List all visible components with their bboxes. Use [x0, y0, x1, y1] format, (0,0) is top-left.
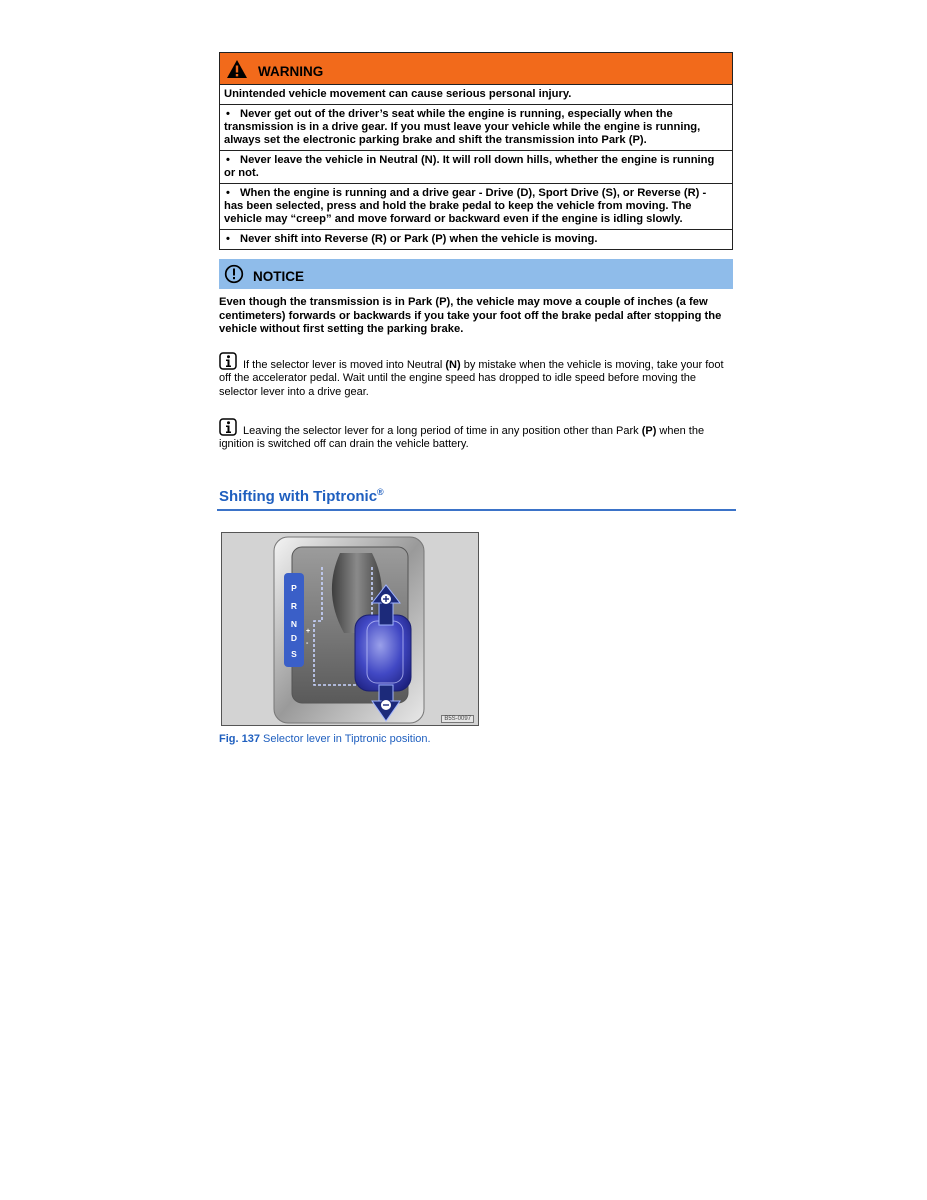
section-title: Shifting with Tiptronic®: [219, 487, 384, 505]
notice-text: Even though the transmission is in Park (P), the vehicle may move a couple of inches (a few centimeters) forwards or backwards if you take your foot off the brake pedal after stopping the vehicle without first setting the parking brake.: [219, 296, 722, 335]
gear-letter: P: [291, 583, 297, 593]
minus-label: -: [306, 640, 309, 647]
figure-code: B5S-0097: [441, 715, 474, 723]
plus-label: +: [306, 628, 311, 635]
warning-box: [219, 52, 733, 250]
selector-lever-figure: [221, 532, 479, 726]
bullet-icon: •: [226, 187, 230, 199]
warning-item: • Never leave the vehicle in Neutral (N). It will roll down hills, whether the engine is running or not.: [220, 151, 732, 184]
gear-letter: N: [290, 619, 298, 629]
info-icon: [219, 418, 237, 436]
bullet-icon: •: [226, 233, 230, 245]
figure-caption: Fig. 137 Selector lever in Tiptronic position.: [219, 733, 431, 745]
notice-exclamation-icon: [224, 264, 244, 284]
warning-item: • Never shift into Reverse (R) or Park (P) when the vehicle is moving.: [226, 233, 598, 245]
tip-paragraph: Leaving the selector lever for a long period of time in any position other than Park (P) when the ignition is switched off can drain the vehicle battery.: [219, 418, 733, 452]
section-divider: [217, 509, 736, 511]
warning-header: [220, 53, 732, 85]
gear-letter: S: [291, 649, 297, 659]
warning-intro: Unintended vehicle movement can cause serious personal injury.: [220, 85, 732, 105]
info-icon: [219, 352, 237, 370]
warning-item: • When the engine is running and a drive gear - Drive (D), Sport Drive (S), or Reverse (R) - has been selected, press and hold the brake pedal to keep the vehicle from moving. The vehicle may “creep” and move forward or backward even if the engine is idling slowly.: [220, 184, 732, 230]
warning-body: [220, 85, 732, 249]
selector-lever-illustration: [222, 533, 478, 725]
gear-letter: D: [290, 633, 298, 643]
tip-paragraph: If the selector lever is moved into Neutral (N) by mistake when the vehicle is moving, take your foot off the accelerator pedal. Wait until the engine speed has dropped to idle speed before moving the selector lever into a drive gear.: [219, 352, 733, 399]
warning-item: • Never get out of the driver’s seat while the engine is running, especially when the transmission is in a drive gear. If you must leave your vehicle while the engine is running, always set the electronic parking brake and shift the transmission into Park (P).: [220, 105, 732, 151]
bullet-icon: •: [226, 154, 230, 166]
warning-triangle-icon: [226, 59, 248, 79]
bullet-icon: •: [226, 108, 230, 120]
warning-title: WARNING: [258, 64, 324, 79]
notice-header: [219, 259, 733, 289]
gear-letter: R: [290, 601, 298, 611]
notice-title: NOTICE: [253, 269, 305, 284]
